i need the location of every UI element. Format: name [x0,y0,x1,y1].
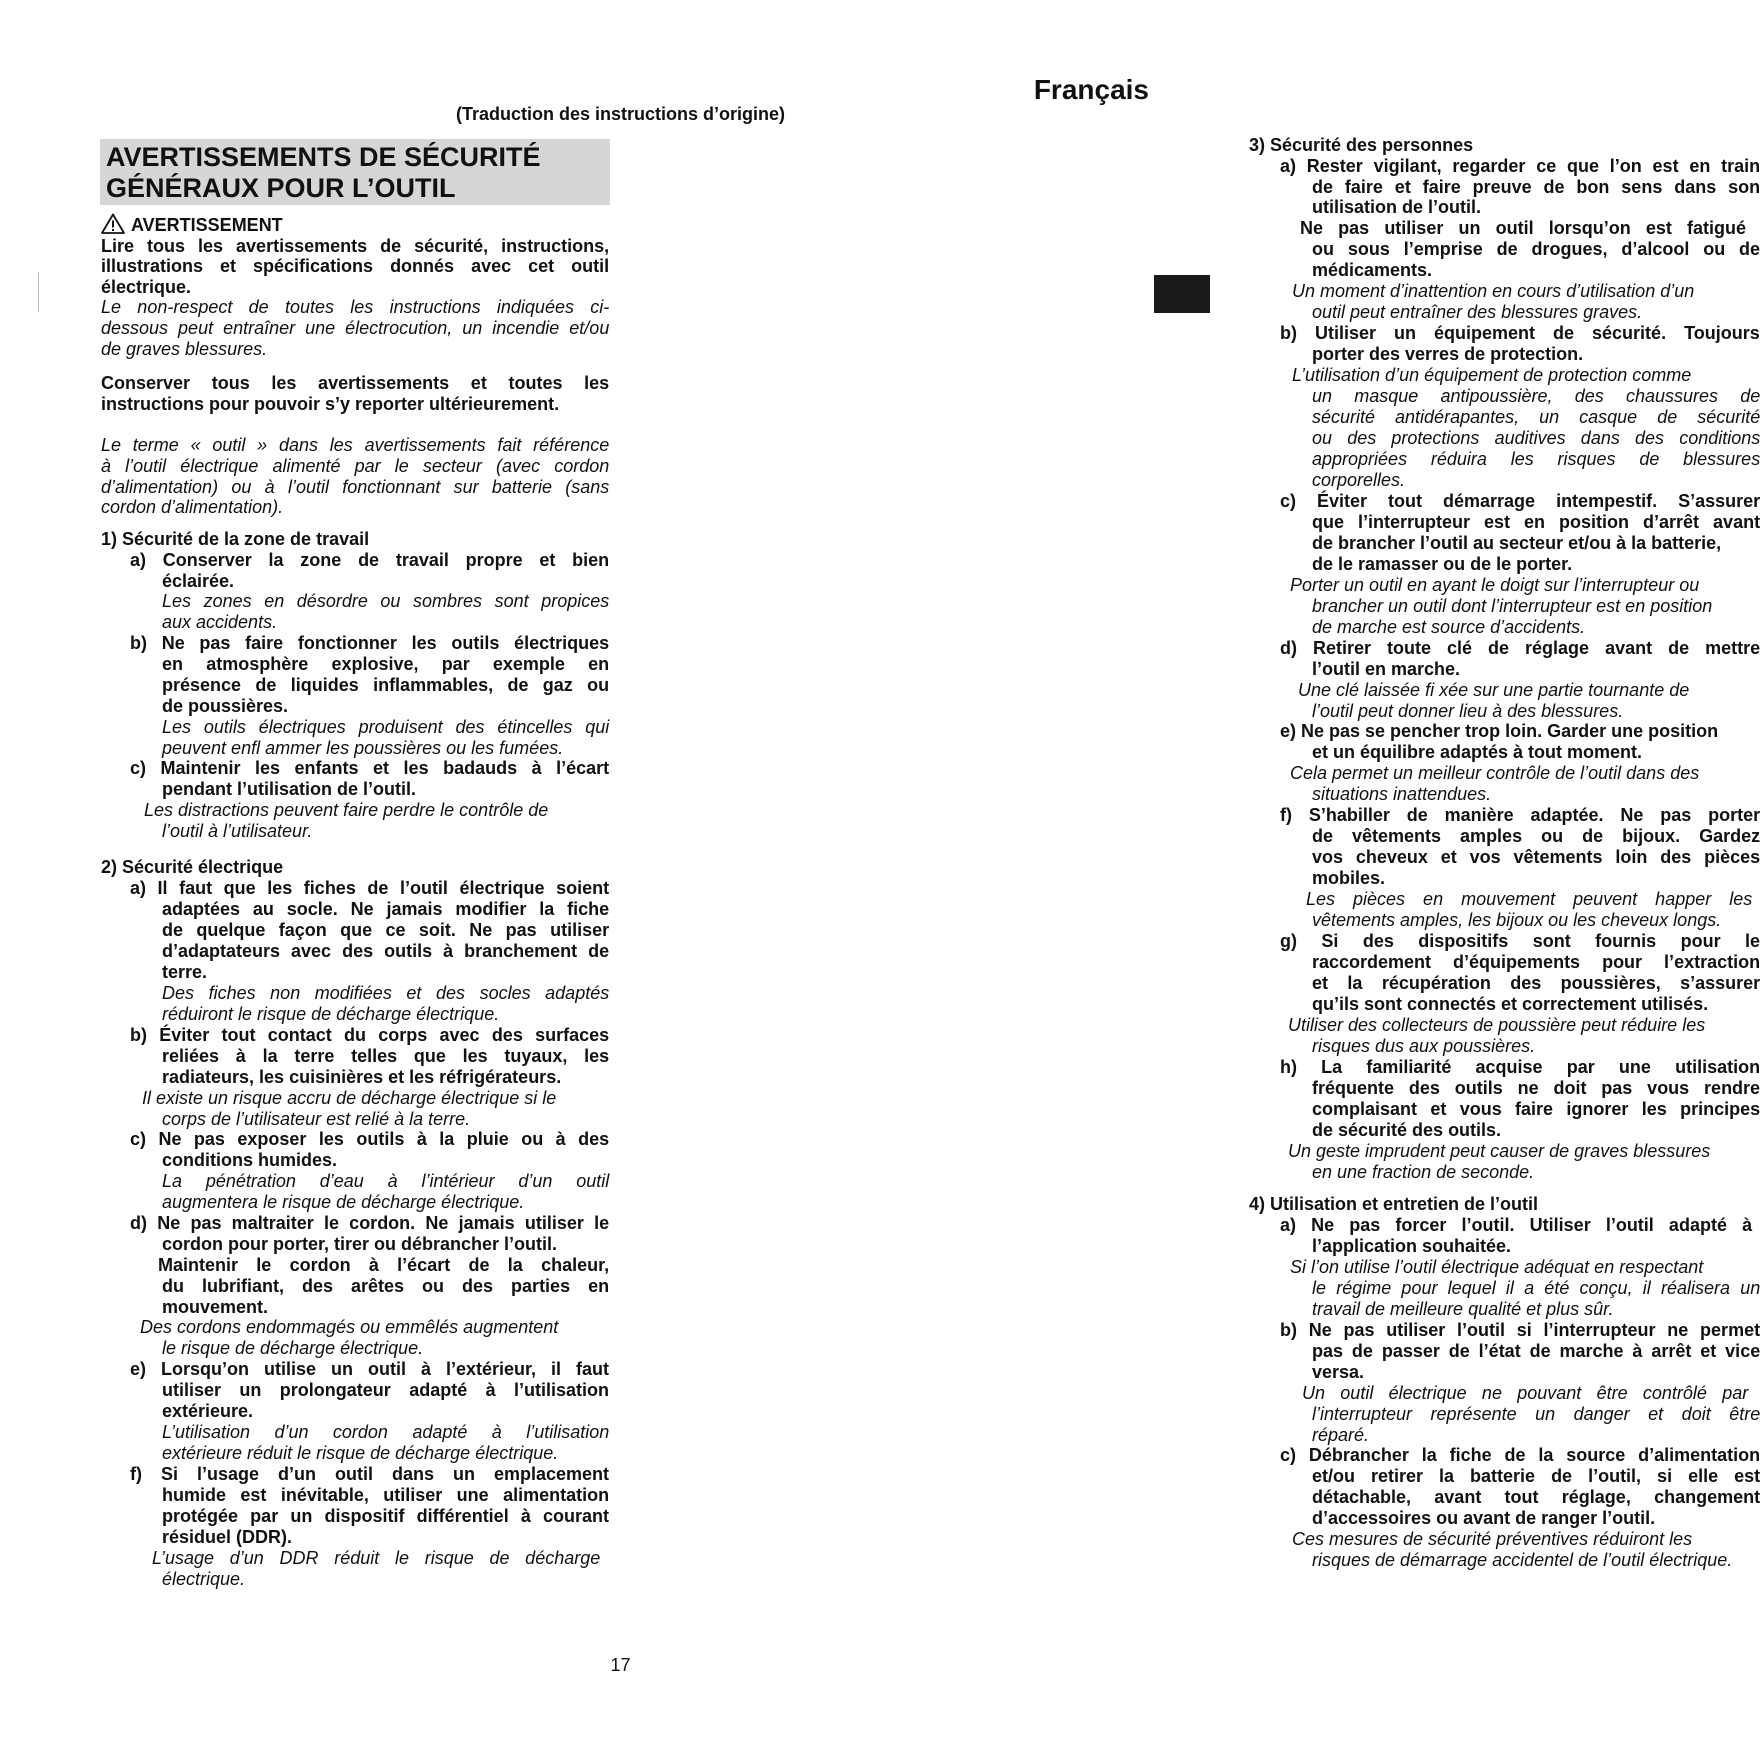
explanation-line: Un outil électrique ne pouvant être contrôlé par [1302,1383,1749,1403]
instruction-line: l’outil en marche. [1312,659,1461,679]
instruction-line: détachable, avant tout réglage, changement [1312,1487,1760,1507]
instruction-line: raccordement d’équipements pour l’extraction [1312,952,1760,972]
warning-label: AVERTISSEMENT [131,215,283,235]
instruction-line: protégée par un dispositif différentiel à courant [162,1506,610,1526]
instruction-line: b) Ne pas faire fonctionner les outils électriques [130,633,610,653]
instruction-line: en atmosphère explosive, par exemple en [162,654,610,674]
explanation-line: réduiront le risque de décharge électrique. [162,1004,500,1024]
instruction-line: 3) Sécurité des personnes [1249,135,1474,155]
explanation-line: L’usage d’un DDR réduit le risque de décharge [152,1548,601,1568]
explanation-line: Porter un outil en ayant le doigt sur l’interrupteur ou [1290,575,1700,595]
explanation-line: à l’outil électrique alimenté par le secteur (avec cordon [101,456,610,476]
explanation-line: outil peut entraîner des blessures graves. [1312,302,1643,322]
translation-note: (Traduction des instructions d’origine) [455,104,786,124]
instruction-line: éclairée. [162,571,235,591]
instruction-line: du lubrifiant, des arêtes ou des parties en [162,1276,610,1296]
explanation-line: extérieure réduit le risque de décharge électrique. [162,1443,559,1463]
instruction-line: Ne pas utiliser un outil lorsqu’on est fatigué [1300,218,1747,238]
instruction-line: que l’interrupteur est en position d’arrêt avant [1312,512,1760,532]
instruction-line: b) Ne pas utiliser l’outil si l’interrupteur ne permet [1280,1320,1760,1340]
instruction-line: vos cheveux et vos vêtements loin des pièces [1312,847,1760,867]
instruction-line: utiliser un prolongateur adapté à l’utilisation [162,1380,610,1400]
instruction-line: présence de liquides inflammables, de gaz ou [162,675,610,695]
instruction-line: c) Maintenir les enfants et les badauds à l’écart [130,758,610,778]
instruction-line: cordon pour porter, tirer ou débrancher l’outil. [162,1234,558,1254]
explanation-line: l’outil à l’utilisateur. [162,821,313,841]
instruction-line: et un équilibre adaptés à tout moment. [1312,742,1643,762]
instruction-line: médicaments. [1312,260,1433,280]
explanation-line: risques de démarrage accidentel de l’outil électrique. [1312,1550,1733,1570]
instruction-line: ou sous l’emprise de drogues, d’alcool ou de [1312,239,1760,259]
explanation-line: appropriées réduira les risques de blessures [1312,449,1760,469]
instruction-line: de poussières. [162,696,289,716]
explanation-line: vêtements amples, les bijoux ou les cheveux longs. [1312,910,1722,930]
margin-mark [38,272,39,312]
explanation-line: Si l’on utilise l’outil électrique adéquat en respectant [1290,1257,1704,1277]
instruction-line: e) Lorsqu’on utilise un outil à l’extérieur, il faut [130,1359,610,1379]
instruction-line: a) Il faut que les fiches de l’outil électrique soient [130,878,610,898]
explanation-line: un masque antipoussière, des chaussures de [1312,386,1760,406]
instruction-line: Lire tous les avertissements de sécurité, instructions, [101,236,610,256]
instruction-line: reliées à la terre telles que les tuyaux, les [162,1046,610,1066]
section-title-box [100,139,610,205]
instruction-line: illustrations et spécifications donnés avec cet outil [101,256,610,276]
instruction-line: b) Éviter tout contact du corps avec des surfaces [130,1025,610,1045]
instruction-line: versa. [1312,1362,1365,1382]
explanation-line: réparé. [1312,1425,1370,1445]
instruction-line: et la récupération des poussières, s’assurer [1312,973,1760,993]
instruction-line: mouvement. [162,1297,269,1317]
explanation-line: le régime pour lequel il a été conçu, il réalisera un [1312,1278,1760,1298]
instruction-line: terre. [162,962,208,982]
explanation-line: Les distractions peuvent faire perdre le contrôle de [144,800,549,820]
explanation-line: l’interrupteur représente un danger et doit être [1312,1404,1760,1424]
explanation-line: le risque de décharge électrique. [162,1338,424,1358]
instruction-line: et/ou retirer la batterie de l’outil, si elle est [1312,1466,1760,1486]
instruction-line: c) Débrancher la fiche de la source d’alimentation [1280,1445,1760,1465]
instruction-line: 4) Utilisation et entretien de l’outil [1249,1194,1539,1214]
page-number: 17 [610,1655,631,1675]
instruction-line: 1) Sécurité de la zone de travail [101,529,370,549]
explanation-line: brancher un outil dont l’interrupteur est en position [1312,596,1713,616]
instruction-line: fréquente des outils ne doit pas vous rendre [1312,1078,1760,1098]
explanation-line: Des cordons endommagés ou emmêlés augmentent [140,1317,559,1337]
instruction-line: électrique. [101,277,192,297]
instruction-line: pendant l’utilisation de l’outil. [162,779,416,799]
explanation-line: risques dus aux poussières. [1312,1036,1536,1056]
instruction-line: de sécurité des outils. [1312,1120,1502,1140]
section-title-line: GÉNÉRAUX POUR L’OUTIL [106,173,456,203]
explanation-line: travail de meilleure qualité et plus sûr. [1312,1299,1614,1319]
instruction-line: b) Utiliser un équipement de sécurité. Toujours [1280,323,1760,343]
explanation-line: Des fiches non modifiées et des socles adaptés [162,983,610,1003]
explanation-line: cordon d’alimentation). [101,497,284,517]
explanation-line: aux accidents. [162,612,278,632]
instruction-line: g) Si des dispositifs sont fournis pour le [1280,931,1760,951]
instruction-line: f) S’habiller de manière adaptée. Ne pas porter [1280,805,1760,825]
instruction-line: f) Si l’usage d’un outil dans un emplacement [130,1464,610,1484]
instruction-line: d) Retirer toute clé de réglage avant de mettre [1280,638,1760,658]
instruction-line: Maintenir le cordon à l’écart de la chaleur, [158,1255,610,1275]
explanation-line: de marche est source d’accidents. [1312,617,1586,637]
explanation-line: L’utilisation d’un équipement de protection comme [1292,365,1692,385]
explanation-line: Cela permet un meilleur contrôle de l’outil dans des [1290,763,1700,783]
explanation-line: ou des protections auditives dans des conditions [1312,428,1760,448]
instruction-line: résiduel (DDR). [162,1527,293,1547]
instruction-line: c) Ne pas exposer les outils à la pluie ou à des [130,1129,610,1149]
language-label: Français [1033,74,1149,105]
explanation-line: corps de l’utilisateur est relié à la terre. [162,1109,471,1129]
instruction-line: complaisant et vous faire ignorer les principes [1312,1099,1760,1119]
instruction-line: c) Éviter tout démarrage intempestif. S’assurer [1280,491,1760,511]
explanation-line: Il existe un risque accru de décharge électrique si le [142,1088,557,1108]
instruction-line: humide est inévitable, utiliser une alimentation [162,1485,610,1505]
instruction-line: a) Rester vigilant, regarder ce que l’on est en train [1280,156,1760,176]
explanation-line: Les zones en désordre ou sombres sont propices [162,591,610,611]
explanation-line: Le non-respect de toutes les instructions indiquées ci- [101,297,610,317]
instruction-line: adaptées au socle. Ne jamais modifier la fiche [162,899,610,919]
instruction-line: d) Ne pas maltraiter le cordon. Ne jamais utiliser le [130,1213,610,1233]
explanation-line: situations inattendues. [1312,784,1492,804]
explanation-line: Un geste imprudent peut causer de graves blessures [1288,1141,1711,1161]
instruction-line: porter des verres de protection. [1312,344,1584,364]
instruction-line: conditions humides. [162,1150,338,1170]
instruction-line: extérieure. [162,1401,254,1421]
instruction-line: instructions pour pouvoir s’y reporter ultérieurement. [101,394,560,414]
explanation-line: L’utilisation d’un cordon adapté à l’utilisation [162,1422,610,1442]
explanation-line: corporelles. [1312,470,1406,490]
instruction-line: d’accessoires ou avant de ranger l’outil. [1312,1508,1656,1528]
instruction-line: de le ramasser ou de le porter. [1312,554,1573,574]
explanation-line: sécurité antidérapantes, un casque de sécurité [1312,407,1760,427]
explanation-line: électrique. [162,1569,246,1589]
instruction-line: d’adaptateurs avec des outils à branchement de [162,941,610,961]
instruction-line: a) Ne pas forcer l’outil. Utiliser l’outil adapté à [1280,1215,1753,1235]
explanation-line: Une clé laissée fi xée sur une partie tournante de [1298,680,1690,700]
instruction-line: de faire et faire preuve de bon sens dans son [1312,177,1760,197]
explanation-line: Utiliser des collecteurs de poussière peut réduire les [1288,1015,1706,1035]
explanation-line: en une fraction de seconde. [1312,1162,1535,1182]
explanation-line: dessous peut entraîner une électrocution, un incendie et/ou [101,318,610,338]
instruction-line: pas de passer de l’état de marche à arrêt et vice [1312,1341,1760,1361]
explanation-line: La pénétration d’eau à l’intérieur d’un outil [162,1171,610,1191]
instruction-line: qu’ils sont connectés et correctement utilisés. [1312,994,1709,1014]
section-title-line: AVERTISSEMENTS DE SÉCURITÉ [106,142,541,172]
instruction-line: a) Conserver la zone de travail propre et bien [130,550,610,570]
explanation-line: Les outils électriques produisent des étincelles qui [162,717,610,737]
instruction-line: mobiles. [1312,868,1386,888]
language-tab-marker [1154,275,1210,313]
explanation-line: l’outil peut donner lieu à des blessures. [1312,701,1624,721]
explanation-line: Les pièces en mouvement peuvent happer les [1306,889,1753,909]
instruction-line: Conserver tous les avertissements et toutes les [101,373,610,393]
instruction-line: de vêtements amples ou de bijoux. Gardez [1312,826,1760,846]
instruction-line: 2) Sécurité électrique [101,857,284,877]
instruction-line: l’application souhaitée. [1312,1236,1512,1256]
instruction-line: e) Ne pas se pencher trop loin. Garder une position [1280,721,1719,741]
instruction-line: h) La familiarité acquise par une utilisation [1280,1057,1760,1077]
explanation-line: d’alimentation) ou à l’outil fonctionnant sur batterie (sans [101,477,610,497]
explanation-line: augmentera le risque de décharge électrique. [162,1192,525,1212]
explanation-line: Un moment d’inattention en cours d’utilisation d’un [1292,281,1695,301]
instruction-line: radiateurs, les cuisinières et les réfrigérateurs. [162,1067,562,1087]
explanation-line: Ces mesures de sécurité préventives réduiront les [1292,1529,1693,1549]
explanation-line: peuvent enfl ammer les poussières ou les fumées. [162,738,564,758]
instruction-line: de brancher l’outil au secteur et/ou à la batterie, [1312,533,1722,553]
explanation-line: de graves blessures. [101,339,268,359]
explanation-line: Le terme « outil » dans les avertissements fait référence [101,435,610,455]
instruction-line: utilisation de l’outil. [1312,197,1481,217]
instruction-line: de quelque façon que ce soit. Ne pas utiliser [162,920,610,940]
